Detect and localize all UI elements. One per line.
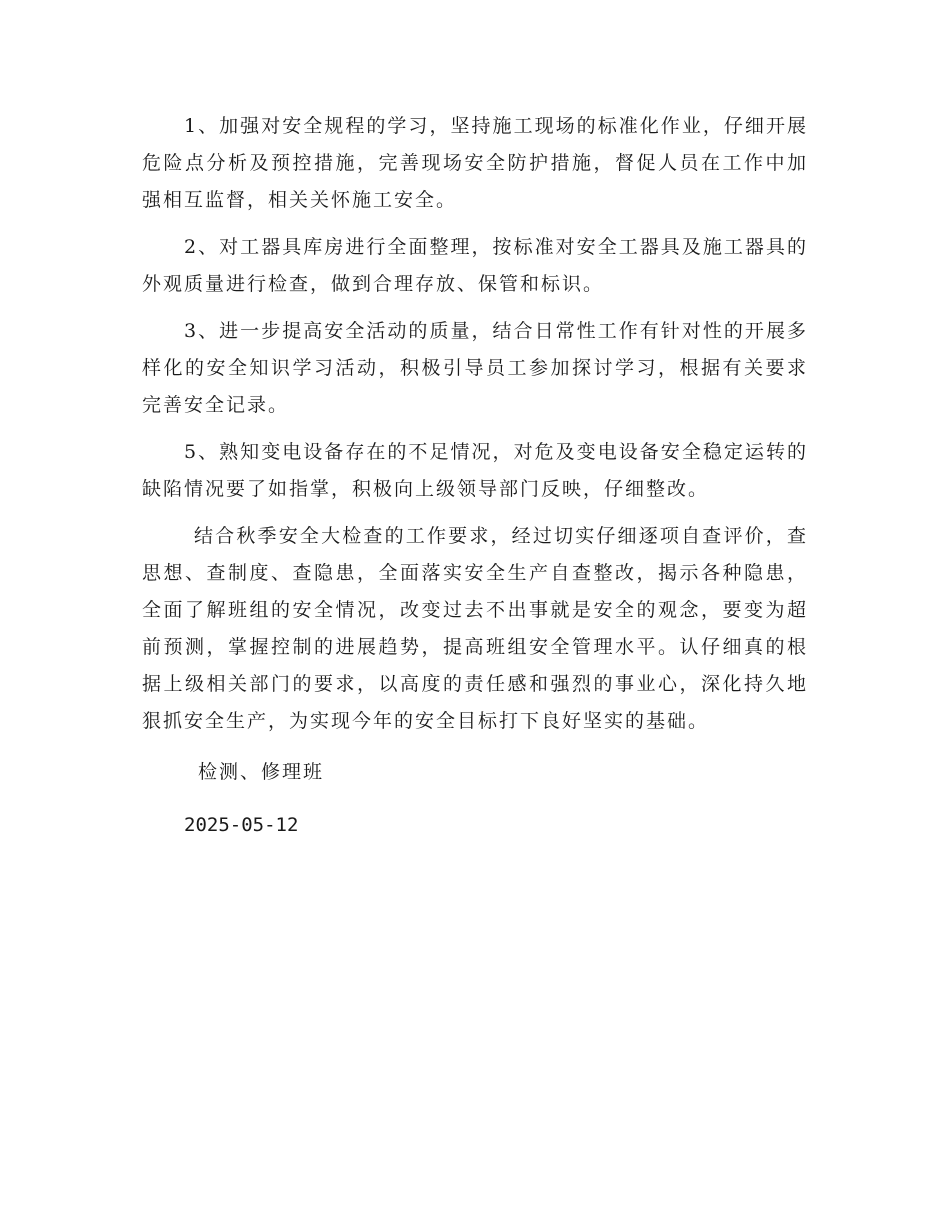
- document-body: [142, 108, 808, 844]
- paragraph-item-2: 2、对工器具库房进行全面整理，按标准对安全工器具及施工器具的外观质量进行检查，做到合理存放、保管和标识。: [142, 236, 808, 295]
- document-date: 2025-05-12: [184, 814, 299, 836]
- paragraph-item-3: 3、进一步提高安全活动的质量，结合日常性工作有针对性的开展多样化的安全知识学习活动，积极引导员工参加探讨学习，根据有关要求完善安全记录。: [142, 320, 808, 416]
- signature-team: 检测、修理班: [198, 761, 325, 783]
- paragraph-item-5: 5、熟知变电设备存在的不足情况，对危及变电设备安全稳定运转的缺陷情况要了如指掌，积极向上级领导部门反映，仔细整改。: [142, 441, 808, 500]
- paragraph-item-1: 1、加强对安全规程的学习，坚持施工现场的标准化作业，仔细开展危险点分析及预控措施，完善现场安全防护措施，督促人员在工作中加强相互监督，相关关怀施工安全。: [142, 115, 808, 211]
- summary-paragraph: 结合秋季安全大检查的工作要求，经过切实仔细逐项自查评价，查思想、查制度、查隐患，全面落实安全生产自查整改，揭示各种隐患，全面了解班组的安全情况，改变过去不出事就是安全的观念，要变为超前预测，掌握控制的进展趋势，提高班组安全管理水平。认仔细真的根据上级相关部门的要求，以高度的责任感和强烈的事业心，深化持久地狠抓安全生产，为实现今年的安全目标打下良好坚实的基础。: [142, 525, 808, 732]
